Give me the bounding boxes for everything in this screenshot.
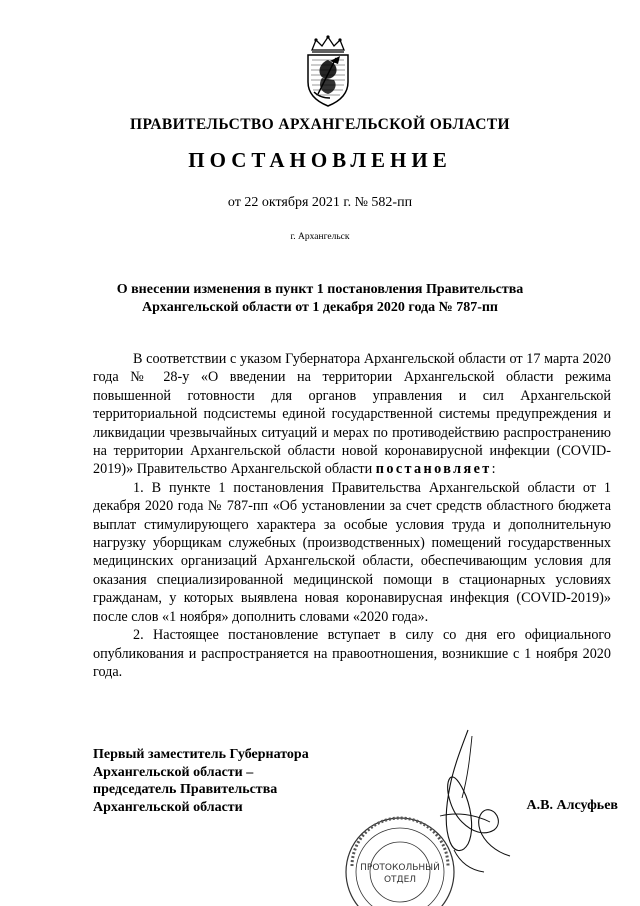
signatory-title-line-3: председатель Правительства bbox=[93, 782, 278, 798]
signatory-title-line-2: Архангельской области – bbox=[93, 764, 254, 780]
preamble-text: В соответствии с указом Губернатора Архангельской области от 17 марта 2020 года № 28-у «О введении на территории Архангельской области режима повышенной готовности для органов управления и сил Архангельской территориальной подсистемы единой государственной системы предупреждения и ликвидации чрезвычайных ситуаций и мерах по противодействию распространению на территории Архангельской области новой коронавирусной инфекции (COVID-2019)» Правительство Архангельской области bbox=[93, 351, 611, 478]
stamp-text-line-1: ПРОТОКОЛЬНЫЙ bbox=[360, 863, 440, 873]
item-1-paragraph: 1. В пункте 1 постановления Правительства Архангельской области от 1 декабря 2020 года № 787-пп «Об установлении за счет средств областного бюджета выплат стимулирующего характера за особые условия труда и дополнительную нагрузку уборщикам служебных (производственных) помещений государственных медицинских организаций Архангельской области, обеспечивающим условия для оказания специализированной медицинской помощи в стационарных условиях гражданам, у которых выявлена новая коронавирусная инфекция (COVID-2019)» после слов «1 ноября» дополнить словами «2020 года». bbox=[93, 479, 611, 625]
signatory-title bbox=[93, 746, 373, 816]
resolves-colon: : bbox=[491, 461, 496, 478]
signatory-title-line-1: Первый заместитель Губернатора bbox=[93, 747, 309, 762]
document-type: ПОСТАНОВЛЕНИЕ bbox=[188, 148, 452, 172]
official-stamp-icon bbox=[338, 806, 458, 906]
document-city: г. Архангельск bbox=[290, 232, 350, 242]
subject-line-2: Архангельской области от 1 декабря 2020 года № 787-пп bbox=[141, 300, 498, 315]
organization-title: ПРАВИТЕЛЬСТВО АРХАНГЕЛЬСКОЙ ОБЛАСТИ bbox=[129, 116, 510, 133]
signer-name: А.В. Алсуфьев bbox=[526, 798, 618, 813]
document-subject bbox=[0, 281, 640, 317]
signatory-title-line-4: Архангельской области bbox=[93, 799, 243, 815]
resolves-word: постановляет bbox=[375, 461, 492, 478]
preamble-paragraph bbox=[93, 350, 611, 479]
stamp-text-line-2: ОТДЕЛ bbox=[383, 875, 417, 885]
document-body bbox=[93, 350, 611, 681]
item-2-paragraph: 2. Настоящее постановление вступает в силу со дня его официального опубликования и распространяется на правоотношения, возникшие с 1 ноября 2020 года. bbox=[93, 627, 611, 680]
coat-of-arms-icon bbox=[300, 34, 356, 108]
subject-line-1: О внесении изменения в пункт 1 постановления Правительства bbox=[116, 282, 524, 297]
document-date-number: от 22 октября 2021 г. № 582-пп bbox=[227, 195, 413, 210]
